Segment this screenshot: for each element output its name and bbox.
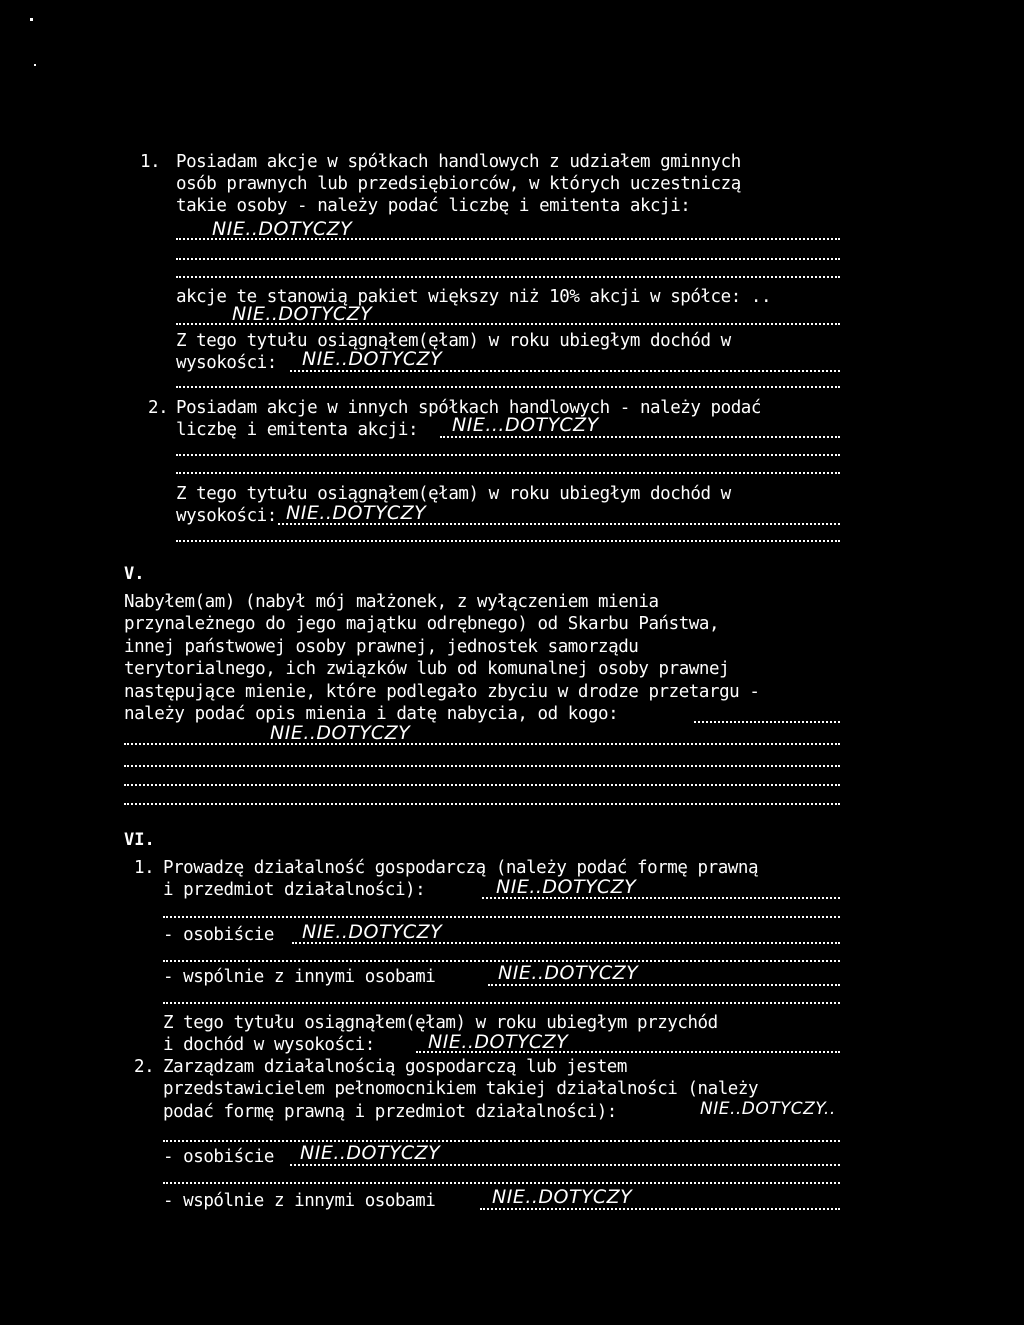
section6-item2-joint-label: - wspólnie z innymi osobami [163, 1191, 436, 1211]
section6-item1-line2: i przedmiot działalności): [163, 880, 426, 900]
dotted-line [176, 258, 840, 260]
section6-item2-joint-answer: NIE..DOTYCZY [492, 1186, 633, 1208]
dotted-line [163, 1140, 840, 1142]
section6-item2-line2: przedstawicielem pełnomocnikiem takiej działalności (należy [163, 1079, 759, 1099]
dotted-line [416, 1051, 840, 1053]
section4-item1-income-line2: wysokości: [176, 353, 277, 373]
section4-item1-stake-line: akcje te stanowią pakiet większy niż 10% akcji w spółce: .. [176, 287, 772, 307]
section4-item1-income-line1: Z tego tytułu osiągnąłem(ęłam) w roku ubiegłym dochód w [176, 331, 731, 351]
section6-heading: VI. [124, 830, 155, 850]
section6-item1-joint-answer: NIE..DOTYCZY [498, 962, 639, 984]
section6-item1-personal-answer: NIE..DOTYCZY [302, 921, 443, 943]
section6-item2-personal-label: - osobiście [163, 1147, 274, 1167]
scan-speck [30, 18, 33, 21]
dotted-line [176, 276, 840, 278]
dotted-line [176, 454, 840, 456]
section6-item1-line1: Prowadzę działalność gospodarczą (należy podać formę prawną [163, 858, 759, 878]
section6-item1-personal-label: - osobiście [163, 925, 274, 945]
section4-item1-line2: osób prawnych lub przedsiębiorców, w których uczestniczą [176, 174, 741, 194]
dotted-line [176, 540, 840, 542]
dotted-line [124, 743, 840, 745]
scan-speck [34, 64, 36, 66]
section5-line5: następujące mienie, które podlegało zbyciu w drodze przetargu - [124, 682, 760, 702]
section4-item1-income-answer: NIE..DOTYCZY [302, 348, 443, 370]
section4-item2-number: 2. [148, 398, 169, 418]
section4-item2-income-line1: Z tego tytułu osiągnąłem(ęłam) w roku ubiegłym dochód w [176, 484, 731, 504]
section5-line4: terytorialnego, ich związków lub od komunalnej osoby prawnej [124, 659, 730, 679]
section4-item2-answer: NIE...DOTYCZY [452, 414, 599, 436]
section4-item1-stake-answer: NIE..DOTYCZY [232, 303, 373, 325]
section6-item2-line3: podać formę prawną i przedmiot działalności): [163, 1102, 617, 1122]
dotted-line [290, 1164, 840, 1166]
section5-answer: NIE..DOTYCZY [270, 722, 411, 744]
dotted-line [292, 942, 840, 944]
dotted-line [124, 803, 840, 805]
dotted-line [176, 386, 840, 388]
section6-item1-income-line2: i dochód w wysokości: [163, 1035, 375, 1055]
dotted-line [488, 984, 840, 986]
section4-item2-income-answer: NIE..DOTYCZY [286, 502, 427, 524]
section6-item1-answer: NIE..DOTYCZY [496, 876, 637, 898]
dotted-line [163, 916, 840, 918]
section4-item1-line1: Posiadam akcje w spółkach handlowych z udziałem gminnych [176, 152, 741, 172]
dotted-line [176, 472, 840, 474]
section6-item2-answer: NIE..DOTYCZY.. [700, 1099, 836, 1119]
section6-item2-personal-answer: NIE..DOTYCZY [300, 1142, 441, 1164]
section4-item2-income-line2: wysokości: [176, 506, 277, 526]
dotted-line [290, 370, 840, 372]
dotted-line [440, 436, 840, 438]
section6-item2-number: 2. [134, 1057, 155, 1077]
section6-item1-income-line1: Z tego tytułu osiągnąłem(ęłam) w roku ubiegłym przychód [163, 1013, 718, 1033]
section6-item1-joint-label: - wspólnie z innymi osobami [163, 967, 436, 987]
section5-line6: należy podać opis mienia i datę nabycia, od kogo: [124, 704, 619, 724]
section5-heading: V. [124, 564, 145, 584]
section4-item1-answer: NIE..DOTYCZY [212, 218, 353, 240]
section5-line1: Nabyłem(am) (nabył mój małżonek, z wyłączeniem mienia [124, 592, 659, 612]
dotted-line [694, 721, 840, 723]
dotted-line [163, 1002, 840, 1004]
dotted-line [482, 897, 840, 899]
section4-item1-line3: takie osoby - należy podać liczbę i emitenta akcji: [176, 196, 691, 216]
section6-item1-number: 1. [134, 858, 155, 878]
section4-item1-number: 1. [140, 152, 161, 172]
dotted-line [480, 1208, 840, 1210]
section4-item2-line2: liczbę i emitenta akcji: [176, 420, 419, 440]
dotted-line [278, 523, 840, 525]
section5-line3: innej państwowej osoby prawnej, jednostek samorządu [124, 637, 639, 657]
dotted-line [163, 1182, 840, 1184]
section5-line2: przynależnego do jego majątku odrębnego) od Skarbu Państwa, [124, 614, 720, 634]
section6-item1-income-answer: NIE..DOTYCZY [428, 1031, 569, 1053]
section4-item2-line1: Posiadam akcje w innych spółkach handlowych - należy podać [176, 398, 761, 418]
dotted-line [124, 765, 840, 767]
dotted-line [124, 784, 840, 786]
section6-item2-line1: Zarządzam działalnością gospodarczą lub jestem [163, 1057, 627, 1077]
